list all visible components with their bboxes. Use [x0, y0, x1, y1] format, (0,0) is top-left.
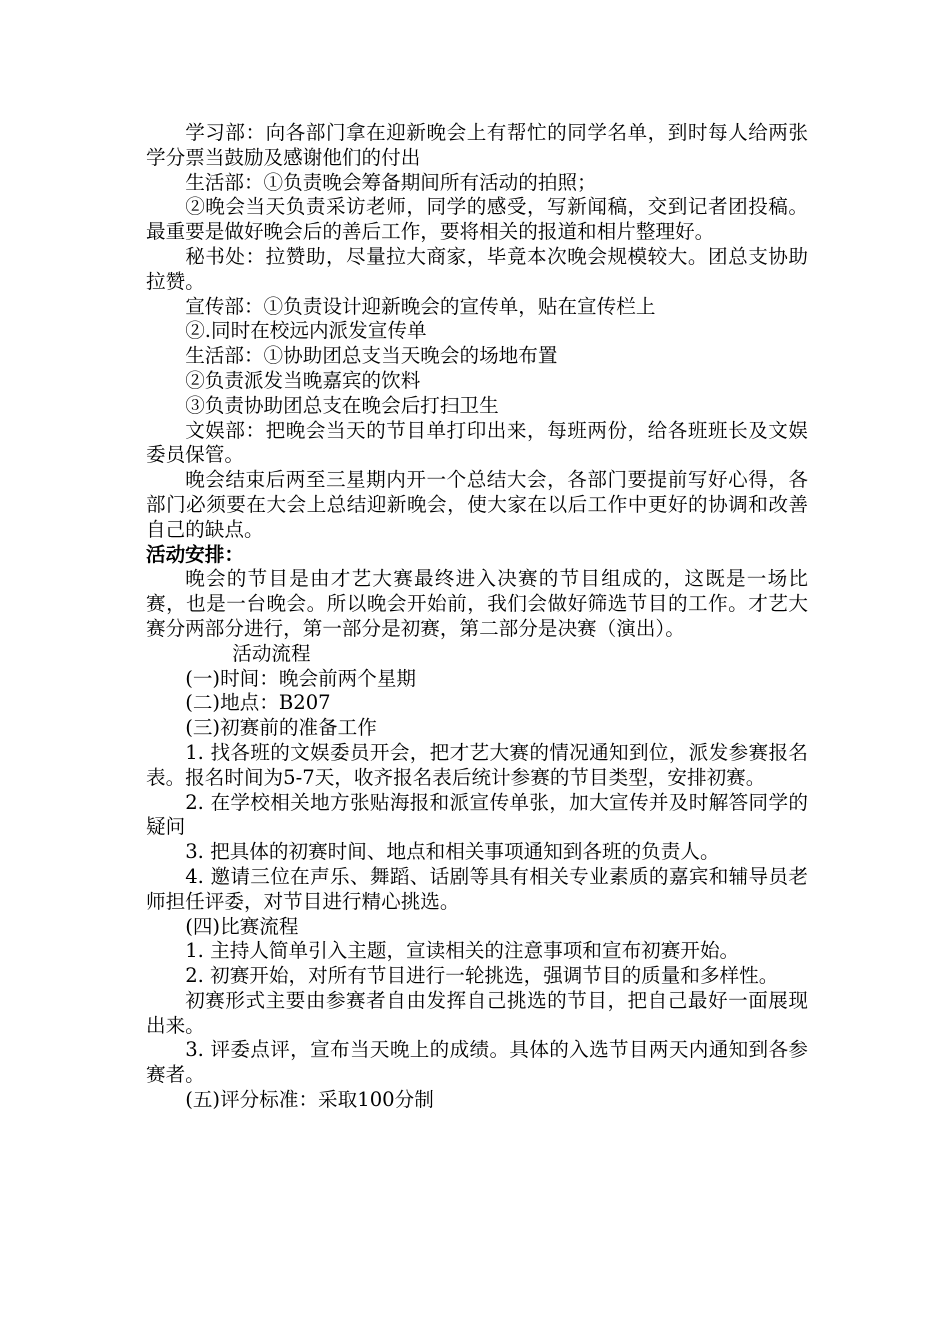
paragraph-entertainment-dept: 文娱部：把晚会当天的节目单打印出来，每班两份，给各班班长及文娱委员保管。	[146, 418, 808, 467]
list-item-competition-flow: (四)比赛流程	[185, 914, 299, 938]
prep-step-4: 4. 邀请三位在声乐、舞蹈、话剧等具有相关专业素质的嘉宾和辅导员老师担任评委，对节目进行精心挑选。	[146, 864, 808, 913]
flow-step-1: 1. 主持人简单引入主题，宣读相关的注意事项和宣布初赛开始。	[185, 939, 740, 963]
prep-step-3: 3. 把具体的初赛时间、地点和相关事项通知到各班的负责人。	[185, 840, 720, 864]
paragraph-study-dept: 学习部：向各部门拿在迎新晚会上有帮忙的同学名单，到时每人给两张学分票当鼓励及感谢他们的付出	[146, 121, 808, 169]
list-item-time: (一)时间：晚会前两个星期	[185, 666, 417, 690]
paragraph-program-intro: 晚会的节目是由才艺大赛最终进入决赛的节目组成的，这既是一场比赛，也是一台晚会。所以晚会开始前，我们会做好筛选节目的工作。才艺大赛分两部分进行，第一部分是初赛，第二部分是决赛（演出）。	[146, 567, 808, 640]
section-heading-activity-arrangement: 活动安排：	[146, 542, 244, 566]
subtitle-activity-flow: 活动流程	[232, 641, 311, 665]
list-item-scoring-standard: (五)评分标准：采取100分制	[185, 1088, 434, 1112]
paragraph-life-dept-4: ②负责派发当晚嘉宾的饮料	[185, 368, 421, 392]
prep-step-2: 2. 在学校相关地方张贴海报和派宣传单张，加大宣传并及时解答同学的疑问	[146, 790, 808, 839]
paragraph-publicity-1: 宣传部：①负责设计迎新晚会的宣传单，贴在宣传栏上	[185, 294, 656, 318]
prep-step-1: 1. 找各班的文娱委员开会，把才艺大赛的情况通知到位，派发参赛报名表。报名时间为5-7天，收齐报名表后统计参赛的节目类型，安排初赛。	[146, 740, 808, 789]
paragraph-preliminary-format: 初赛形式主要由参赛者自由发挥自己挑选的节目，把自己最好一面展现出来。	[146, 988, 808, 1037]
list-item-preparation: (三)初赛前的准备工作	[185, 716, 377, 740]
flow-step-2: 2. 初赛开始，对所有节目进行一轮挑选，强调节目的质量和多样性。	[185, 964, 779, 988]
paragraph-secretariat: 秘书处：拉赞助，尽量拉大商家，毕竟本次晚会规模较大。团总支协助拉赞。	[146, 244, 808, 293]
paragraph-life-dept-1: 生活部：①负责晚会筹备期间所有活动的拍照；	[185, 170, 597, 194]
paragraph-life-dept-5: ③负责协助团总支在晚会后打扫卫生	[185, 393, 499, 417]
paragraph-life-dept-3: 生活部：①协助团总支当天晚会的场地布置	[185, 344, 558, 368]
flow-step-3: 3. 评委点评，宣布当天晚上的成绩。具体的入选节目两天内通知到各参赛者。	[146, 1038, 808, 1087]
document-page	[146, 121, 808, 1113]
list-item-location: (二)地点：B207	[185, 691, 331, 715]
paragraph-summary-meeting: 晚会结束后两至三星期内开一个总结大会，各部门要提前写好心得，各部门必须要在大会上总结迎新晚会，使大家在以后工作中更好的协调和改善自己的缺点。	[146, 468, 808, 541]
paragraph-publicity-2: ②.同时在校远内派发宣传单	[185, 319, 427, 343]
paragraph-life-dept-2: ②晚会当天负责采访老师，同学的感受，写新闻稿，交到记者团投稿。最重要是做好晚会后的善后工作，要将相关的报道和相片整理好。	[146, 195, 808, 244]
